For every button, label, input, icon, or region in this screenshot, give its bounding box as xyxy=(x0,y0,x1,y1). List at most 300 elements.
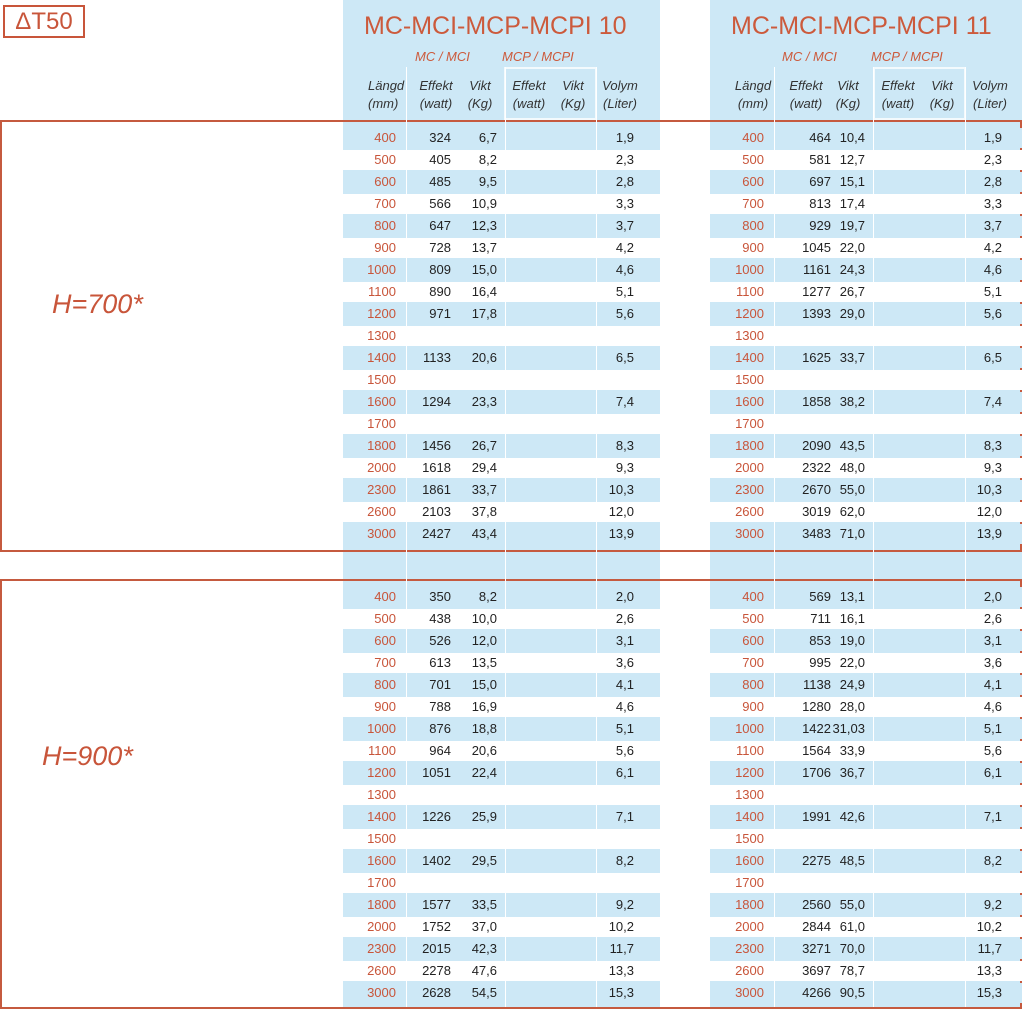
length-cell: 400 xyxy=(742,130,764,145)
length-cell: 1600 xyxy=(735,853,764,868)
column-header-line1: Vikt xyxy=(562,78,584,93)
effekt-cell: 3697 xyxy=(802,963,831,978)
table-row xyxy=(710,128,1022,148)
table-row xyxy=(343,172,660,192)
vikt-cell: 20,6 xyxy=(471,350,497,365)
length-cell: 1100 xyxy=(368,284,396,299)
length-cell: 800 xyxy=(374,218,396,233)
volym-cell: 5,1 xyxy=(983,721,1002,736)
length-cell: 1300 xyxy=(735,787,764,802)
vikt-cell: 19,7 xyxy=(839,218,865,233)
table-row xyxy=(343,895,660,915)
volym-cell: 3,7 xyxy=(983,218,1002,233)
volym-cell: 8,3 xyxy=(983,438,1002,453)
table-row xyxy=(343,675,660,695)
table-row xyxy=(343,873,660,893)
table-row xyxy=(343,436,660,456)
column-divider xyxy=(774,67,775,1007)
effekt-cell: 788 xyxy=(429,699,451,714)
length-cell: 1000 xyxy=(735,721,764,736)
table-row xyxy=(343,851,660,871)
length-cell: 1800 xyxy=(367,438,396,453)
vikt-cell: 22,4 xyxy=(471,765,497,780)
table-row xyxy=(710,917,1022,937)
h700-label: H=700* xyxy=(52,289,143,319)
effekt-cell: 1577 xyxy=(422,897,451,912)
table-row xyxy=(710,697,1022,717)
effekt-cell: 2322 xyxy=(802,460,831,475)
length-cell: 1600 xyxy=(367,853,396,868)
effekt-cell: 1051 xyxy=(422,765,451,780)
block-gap-band xyxy=(343,554,660,578)
volym-cell: 2,8 xyxy=(615,174,634,189)
vikt-cell: 10,0 xyxy=(471,611,497,626)
length-cell: 2600 xyxy=(735,963,764,978)
column-header-line2: (watt) xyxy=(419,96,453,111)
table-row xyxy=(710,895,1022,915)
table-row xyxy=(343,260,660,280)
table-row xyxy=(710,238,1022,258)
table-row xyxy=(343,150,660,170)
vikt-cell: 33,9 xyxy=(839,743,865,758)
effekt-cell: 438 xyxy=(429,611,451,626)
vikt-cell: 15,1 xyxy=(839,174,865,189)
volym-cell: 15,3 xyxy=(976,985,1002,1000)
length-cell: 1300 xyxy=(367,328,396,343)
effekt-cell: 1752 xyxy=(422,919,451,934)
length-cell: 400 xyxy=(742,589,764,604)
volym-cell: 2,3 xyxy=(983,152,1002,167)
length-cell: 1500 xyxy=(735,372,764,387)
volym-cell: 6,1 xyxy=(983,765,1002,780)
vikt-cell: 70,0 xyxy=(839,941,865,956)
volym-cell: 4,2 xyxy=(983,240,1002,255)
length-cell: 2300 xyxy=(735,482,764,497)
effekt-cell: 1858 xyxy=(802,394,831,409)
vikt-cell: 33,7 xyxy=(471,482,497,497)
volym-cell: 4,1 xyxy=(615,677,634,692)
length-cell: 2000 xyxy=(367,460,396,475)
table-row xyxy=(343,785,660,805)
length-cell: 2600 xyxy=(735,504,764,519)
effekt-cell: 1138 xyxy=(803,677,831,692)
effekt-cell: 526 xyxy=(429,633,451,648)
vikt-cell: 55,0 xyxy=(839,897,865,912)
effekt-cell: 728 xyxy=(429,240,451,255)
table-row xyxy=(710,150,1022,170)
table-row xyxy=(710,609,1022,629)
length-cell: 3000 xyxy=(735,985,764,1000)
model-title-number: 10 xyxy=(598,12,627,40)
length-cell: 1800 xyxy=(367,897,396,912)
group-label-mc-mci: MC / MCI xyxy=(782,49,837,64)
effekt-cell: 697 xyxy=(809,174,831,189)
volym-cell: 8,2 xyxy=(983,853,1002,868)
length-cell: 600 xyxy=(374,633,396,648)
table-row xyxy=(343,480,660,500)
effekt-cell: 971 xyxy=(429,306,451,321)
volym-cell: 4,6 xyxy=(983,262,1002,277)
table-row xyxy=(710,829,1022,849)
vikt-cell: 23,3 xyxy=(471,394,497,409)
volym-cell: 3,3 xyxy=(983,196,1002,211)
vikt-cell: 17,8 xyxy=(471,306,497,321)
length-cell: 1400 xyxy=(735,350,764,365)
effekt-cell: 1280 xyxy=(802,699,831,714)
effekt-cell: 2090 xyxy=(802,438,831,453)
model-title-prefix: MC-MCI-MCP-MCPI xyxy=(731,12,959,40)
table-row xyxy=(710,653,1022,673)
length-cell: 900 xyxy=(742,240,764,255)
volym-cell: 5,1 xyxy=(983,284,1002,299)
vikt-cell: 29,5 xyxy=(471,853,497,868)
table-row xyxy=(343,326,660,346)
table-row xyxy=(710,719,1022,739)
length-cell: 900 xyxy=(374,699,396,714)
length-cell: 800 xyxy=(742,677,764,692)
table-row xyxy=(343,370,660,390)
effekt-cell: 1045 xyxy=(802,240,831,255)
column-header xyxy=(927,77,957,113)
length-cell: 900 xyxy=(374,240,396,255)
effekt-cell: 1277 xyxy=(802,284,831,299)
vikt-cell: 19,0 xyxy=(839,633,865,648)
length-cell: 1700 xyxy=(735,875,764,890)
table-row xyxy=(343,128,660,148)
table-row xyxy=(710,763,1022,783)
length-cell: 1200 xyxy=(735,765,764,780)
vikt-cell: 37,8 xyxy=(471,504,497,519)
column-header-line1: Längd xyxy=(734,78,772,93)
table-row xyxy=(343,458,660,478)
effekt-cell: 1133 xyxy=(423,350,451,365)
effekt-cell: 711 xyxy=(810,611,831,626)
effekt-cell: 350 xyxy=(429,589,451,604)
table-row xyxy=(710,282,1022,302)
volym-cell: 3,1 xyxy=(615,633,634,648)
column-header-line1: Effekt xyxy=(419,78,453,93)
effekt-cell: 3483 xyxy=(802,526,831,541)
volym-cell: 12,0 xyxy=(976,504,1002,519)
column-header-line1: Effekt xyxy=(789,78,823,93)
length-cell: 2300 xyxy=(367,941,396,956)
column-divider xyxy=(505,67,506,1007)
effekt-cell: 1625 xyxy=(802,350,831,365)
table-row xyxy=(343,653,660,673)
length-cell: 2000 xyxy=(735,919,764,934)
vikt-cell: 48,5 xyxy=(839,853,865,868)
group-label-mc-mci: MC / MCI xyxy=(415,49,470,64)
volym-cell: 2,0 xyxy=(615,589,634,604)
table-row xyxy=(710,961,1022,981)
column-header-line2: (Kg) xyxy=(929,96,955,111)
vikt-cell: 78,7 xyxy=(839,963,865,978)
volym-cell: 9,2 xyxy=(615,897,634,912)
volym-cell: 5,6 xyxy=(983,743,1002,758)
volym-cell: 5,6 xyxy=(983,306,1002,321)
vikt-cell: 15,0 xyxy=(471,262,497,277)
table-row xyxy=(710,480,1022,500)
vikt-cell: 17,4 xyxy=(839,196,865,211)
effekt-cell: 2628 xyxy=(422,985,451,1000)
column-header xyxy=(508,77,550,113)
effekt-cell: 1402 xyxy=(422,853,451,868)
volym-cell: 10,2 xyxy=(976,919,1002,934)
volym-cell: 13,3 xyxy=(608,963,634,978)
effekt-cell: 964 xyxy=(429,743,451,758)
effekt-cell: 1161 xyxy=(803,262,831,277)
table-row xyxy=(710,851,1022,871)
table-row xyxy=(343,194,660,214)
length-cell: 2300 xyxy=(735,941,764,956)
vikt-cell: 10,9 xyxy=(471,196,497,211)
table-row xyxy=(343,348,660,368)
effekt-cell: 1294 xyxy=(422,394,451,409)
vikt-cell: 18,8 xyxy=(471,721,497,736)
table-row xyxy=(343,216,660,236)
vikt-cell: 26,7 xyxy=(471,438,497,453)
length-cell: 3000 xyxy=(367,526,396,541)
block-gap-band xyxy=(710,554,1022,578)
column-header-line1: Effekt xyxy=(512,78,546,93)
effekt-cell: 809 xyxy=(429,262,451,277)
table-row xyxy=(710,216,1022,236)
vikt-cell: 54,5 xyxy=(471,985,497,1000)
length-cell: 1400 xyxy=(367,350,396,365)
volym-cell: 4,2 xyxy=(615,240,634,255)
vikt-cell: 61,0 xyxy=(839,919,865,934)
length-cell: 1100 xyxy=(368,743,396,758)
length-cell: 2000 xyxy=(735,460,764,475)
length-cell: 2600 xyxy=(367,963,396,978)
vikt-cell: 55,0 xyxy=(839,482,865,497)
table-row xyxy=(710,194,1022,214)
vikt-cell: 47,6 xyxy=(471,963,497,978)
volym-cell: 6,5 xyxy=(983,350,1002,365)
volym-cell: 7,1 xyxy=(615,809,634,824)
volym-cell: 3,3 xyxy=(615,196,634,211)
vikt-cell: 9,5 xyxy=(478,174,497,189)
column-header xyxy=(834,77,862,113)
vikt-cell: 8,2 xyxy=(478,589,497,604)
length-cell: 700 xyxy=(742,655,764,670)
table-row xyxy=(343,917,660,937)
volym-cell: 8,2 xyxy=(615,853,634,868)
length-cell: 2300 xyxy=(367,482,396,497)
length-cell: 3000 xyxy=(735,526,764,541)
vikt-cell: 13,1 xyxy=(839,589,865,604)
vikt-cell: 33,5 xyxy=(471,897,497,912)
volym-cell: 7,4 xyxy=(615,394,634,409)
column-header-line2: (watt) xyxy=(789,96,823,111)
length-cell: 700 xyxy=(742,196,764,211)
length-cell: 1200 xyxy=(735,306,764,321)
length-cell: 1500 xyxy=(367,372,396,387)
effekt-cell: 485 xyxy=(429,174,451,189)
length-cell: 1400 xyxy=(735,809,764,824)
vikt-cell: 62,0 xyxy=(839,504,865,519)
effekt-cell: 1456 xyxy=(422,438,451,453)
length-cell: 3000 xyxy=(367,985,396,1000)
volym-cell: 13,3 xyxy=(976,963,1002,978)
effekt-cell: 813 xyxy=(809,196,831,211)
table-row xyxy=(343,304,660,324)
vikt-cell: 16,9 xyxy=(471,699,497,714)
table-row xyxy=(710,587,1022,607)
length-cell: 1500 xyxy=(367,831,396,846)
effekt-cell: 890 xyxy=(429,284,451,299)
length-cell: 600 xyxy=(742,174,764,189)
group-label-mcp-mcpi: MCP / MCPI xyxy=(502,49,574,64)
vikt-cell: 37,0 xyxy=(471,919,497,934)
table-row xyxy=(343,631,660,651)
table-row xyxy=(710,873,1022,893)
length-cell: 1700 xyxy=(735,416,764,431)
volym-cell: 5,1 xyxy=(615,721,634,736)
table-row xyxy=(343,961,660,981)
table-row xyxy=(710,414,1022,434)
length-cell: 1200 xyxy=(367,765,396,780)
vikt-cell: 90,5 xyxy=(839,985,865,1000)
volym-cell: 3,6 xyxy=(615,655,634,670)
volym-cell: 2,3 xyxy=(615,152,634,167)
length-cell: 600 xyxy=(742,633,764,648)
volym-cell: 5,1 xyxy=(615,284,634,299)
length-cell: 500 xyxy=(742,152,764,167)
effekt-cell: 324 xyxy=(429,130,451,145)
vikt-cell: 10,4 xyxy=(839,130,865,145)
effekt-cell: 1564 xyxy=(802,743,831,758)
volym-cell: 3,1 xyxy=(983,633,1002,648)
table-row xyxy=(343,983,660,1003)
vikt-cell: 33,7 xyxy=(839,350,865,365)
vikt-cell: 36,7 xyxy=(839,765,865,780)
length-cell: 800 xyxy=(374,677,396,692)
length-cell: 600 xyxy=(374,174,396,189)
column-header xyxy=(877,77,919,113)
volym-cell: 13,9 xyxy=(976,526,1002,541)
table-row xyxy=(343,502,660,522)
column-header xyxy=(415,77,457,113)
vikt-cell: 24,3 xyxy=(839,262,865,277)
effekt-cell: 1706 xyxy=(802,765,831,780)
volym-cell: 5,6 xyxy=(615,306,634,321)
column-header-line1: Effekt xyxy=(881,78,915,93)
vikt-cell: 29,0 xyxy=(839,306,865,321)
delta-t-badge: ΔT50 xyxy=(3,5,85,38)
table-row xyxy=(343,414,660,434)
effekt-cell: 3019 xyxy=(802,504,831,519)
length-cell: 1300 xyxy=(735,328,764,343)
column-header-line2: (mm) xyxy=(737,96,769,111)
effekt-cell: 647 xyxy=(429,218,451,233)
column-header-line1: Volym xyxy=(972,78,1008,93)
table-row xyxy=(710,326,1022,346)
model-title xyxy=(364,12,627,41)
vikt-cell: 38,2 xyxy=(839,394,865,409)
table-row xyxy=(343,238,660,258)
column-header-line1: Vikt xyxy=(469,78,491,93)
table-row xyxy=(710,524,1022,544)
table-row xyxy=(710,172,1022,192)
volym-cell: 3,6 xyxy=(983,655,1002,670)
table-row xyxy=(343,609,660,629)
column-header xyxy=(466,77,494,113)
volym-cell: 2,0 xyxy=(983,589,1002,604)
volym-cell: 10,3 xyxy=(608,482,634,497)
vikt-cell: 29,4 xyxy=(471,460,497,475)
length-cell: 800 xyxy=(742,218,764,233)
volym-cell: 4,6 xyxy=(983,699,1002,714)
table-row xyxy=(710,348,1022,368)
volym-cell: 6,5 xyxy=(615,350,634,365)
volym-cell: 3,7 xyxy=(615,218,634,233)
vikt-cell: 22,0 xyxy=(839,240,865,255)
effekt-cell: 1991 xyxy=(802,809,831,824)
column-header-line1: Vikt xyxy=(837,78,859,93)
table-row xyxy=(710,675,1022,695)
length-cell: 1800 xyxy=(735,438,764,453)
vikt-cell: 12,3 xyxy=(471,218,497,233)
vikt-cell: 20,6 xyxy=(471,743,497,758)
column-divider xyxy=(965,67,966,1007)
effekt-cell: 876 xyxy=(429,721,451,736)
volym-cell: 1,9 xyxy=(615,130,634,145)
vikt-cell: 16,4 xyxy=(471,284,497,299)
table-row xyxy=(710,370,1022,390)
length-cell: 500 xyxy=(742,611,764,626)
effekt-cell: 701 xyxy=(429,677,451,692)
effekt-cell: 1226 xyxy=(422,809,451,824)
column-header-line1: Längd xyxy=(368,78,405,93)
group-label-mcp-mcpi: MCP / MCPI xyxy=(871,49,943,64)
table-row xyxy=(710,785,1022,805)
column-header-line2: (Liter) xyxy=(973,96,1007,111)
table-row xyxy=(710,458,1022,478)
table-row xyxy=(710,983,1022,1003)
column-header-line2: (Kg) xyxy=(560,96,586,111)
volym-cell: 13,9 xyxy=(608,526,634,541)
length-cell: 700 xyxy=(374,196,396,211)
effekt-cell: 1861 xyxy=(422,482,451,497)
effekt-cell: 853 xyxy=(809,633,831,648)
volym-cell: 9,3 xyxy=(615,460,634,475)
table-row xyxy=(343,719,660,739)
vikt-cell: 12,7 xyxy=(839,152,865,167)
table-row xyxy=(710,502,1022,522)
volym-cell: 1,9 xyxy=(983,130,1002,145)
vikt-cell: 28,0 xyxy=(839,699,865,714)
length-cell: 1700 xyxy=(367,416,396,431)
column-header xyxy=(968,77,1012,113)
vikt-cell: 43,5 xyxy=(839,438,865,453)
table-row xyxy=(710,939,1022,959)
table-row xyxy=(710,392,1022,412)
column-header-line2: (Kg) xyxy=(467,96,493,111)
length-cell: 1000 xyxy=(367,721,396,736)
column-divider xyxy=(596,67,597,1007)
model-title xyxy=(731,12,992,41)
column-header xyxy=(368,77,405,113)
vikt-cell: 22,0 xyxy=(839,655,865,670)
volym-cell: 7,4 xyxy=(983,394,1002,409)
vikt-cell: 16,1 xyxy=(839,611,865,626)
volym-cell: 8,3 xyxy=(615,438,634,453)
table-row xyxy=(343,524,660,544)
vikt-cell: 42,3 xyxy=(471,941,497,956)
table-row xyxy=(710,304,1022,324)
effekt-cell: 2278 xyxy=(422,963,451,978)
